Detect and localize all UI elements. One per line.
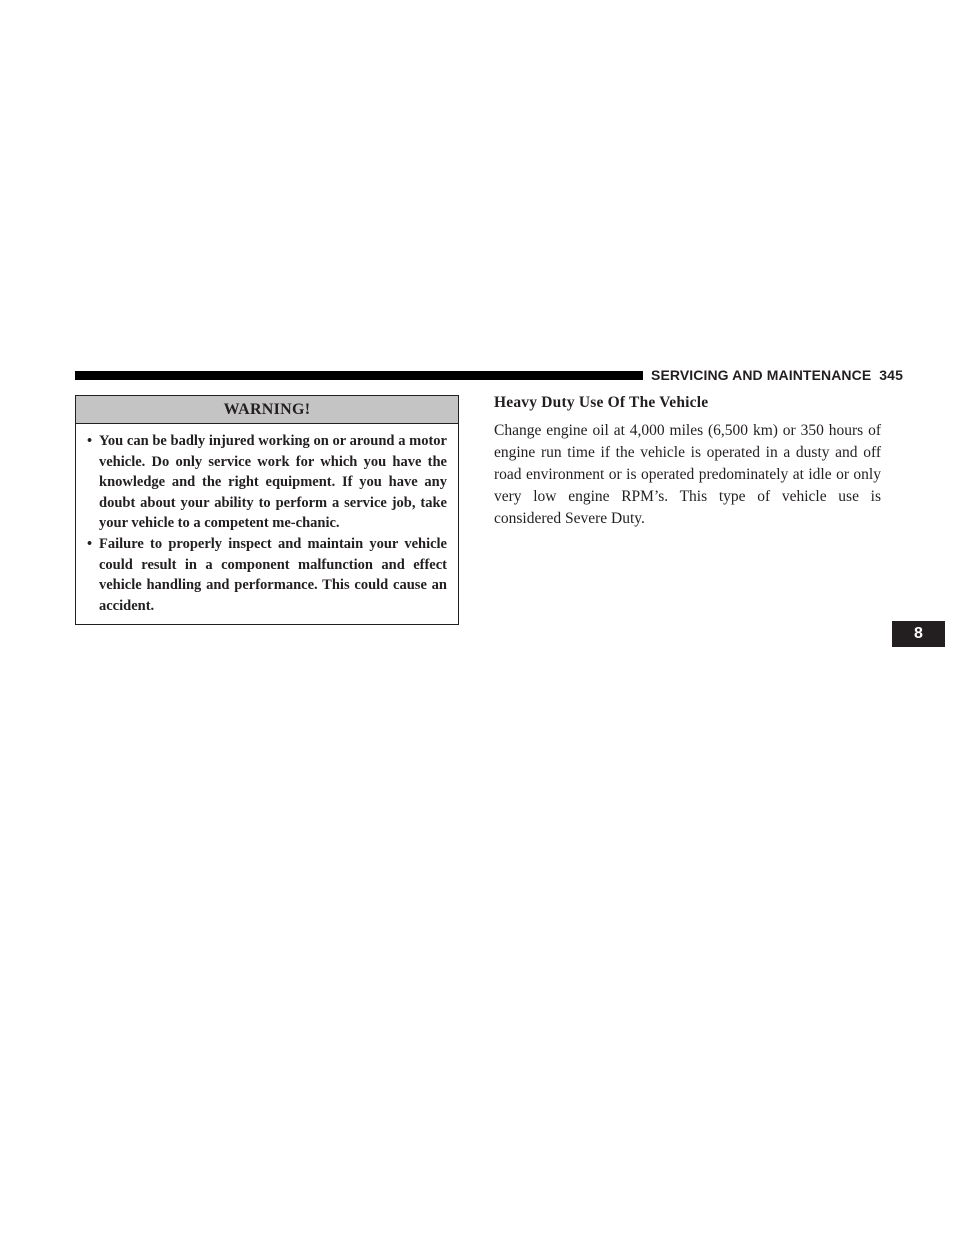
header-rule [75,371,643,380]
chapter-tab: 8 [892,621,945,647]
header-section-title: SERVICING AND MAINTENANCE [651,367,872,383]
bullet-icon: • [87,535,93,552]
bullet-icon: • [87,433,93,449]
warning-item [87,431,447,534]
page-number: 345 [879,367,903,383]
warning-box [75,395,459,625]
warning-item-text: You can be badly injured working on or around a motor vehicle. Do only service work for which you have the knowledge and the right equipment. If you have any doubt about your ability to perform a service job, take your vehicle to a competent me-chanic. [99,433,447,532]
section-heading: Heavy Duty Use Of The Vehicle [494,394,709,411]
section-body: Change engine oil at 4,000 miles (6,500 km) or 350 hours of engine run time if the vehicle is operated in a dusty and off road environment or is operated predominately at idle or only very low engine RPM’s. This type of vehicle use is considered Severe Duty. [494,422,881,527]
warning-item-text: Failure to properly inspect and maintain your vehicle could result in a component malfunction and effect vehicle handling and performance. This could cause an accident. [99,535,447,614]
warning-title: WARNING! [76,396,458,424]
warning-item [87,534,447,616]
running-header [651,366,903,384]
warning-list [76,424,458,616]
